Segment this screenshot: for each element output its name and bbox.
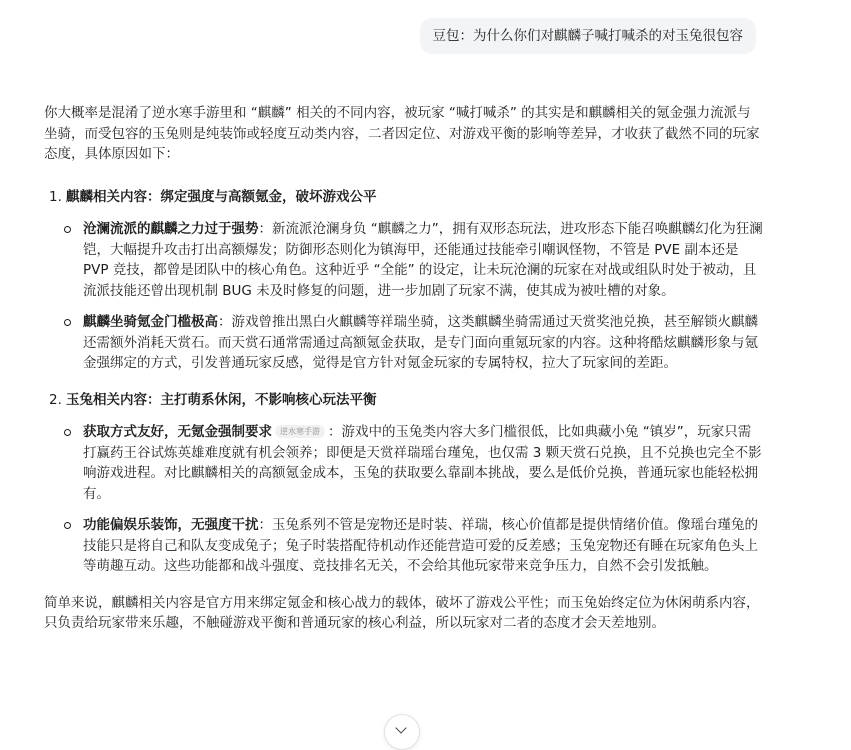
bullet-heading: 功能偏娱乐装饰，无强度干扰 [83,517,259,533]
bullet-text: ：游戏中的玉兔类内容大多门槛很低，比如典藏小兔 “镇岁”，玩家只需打赢药王谷试炼英雄难度就有机会领养；即便是天赏祥瑞瑶台瑾兔，也仅需 3 颗天赏石兑换，且不兑换也完全不影响游戏进程。对比麒麟相关的高额氪金成本，玉兔的获取要么靠副本挑战，要么是低价兑换，普通玩家也能轻松拥有。 [83,424,762,502]
section-title-text: 玉兔相关内容：主打萌系休闲，不影响核心玩法平衡 [66,391,377,408]
user-message-text: 豆包：为什么你们对麒麟子喊打喊杀的对玉兔很包容 [432,28,743,44]
bullet-text: ：新流派沧澜身负 “麒麟之力”，拥有双形态玩法，进攻形态下能召唤麒麟幻化为狂澜铠，大幅提升攻击打出高额爆发；防御形态则化为镇海甲，还能通过技能牵引嘲讽怪物，不管是 PVE 副本还是 PVP 竞技，都曾是团队中的核心角色。这种近乎 “全能” 的设定，让未玩沧澜的玩家在对战或组队时处于被动，且流派技能还曾出现机制 BUG 未及时修复的问题，进一步加剧了玩家不满，使其成为被吐槽的对象。 [83,221,763,299]
answer-summary: 简单来说，麒麟相关内容是官方用来绑定氪金和核心战力的载体，破坏了游戏公平性；而玉兔始终定位为休闲萌系内容，只负责给玩家带来乐趣，不触碰游戏平衡和普通玩家的核心利益，所以玩家对二者的态度才会天差地别。 [44,594,760,631]
list-item [44,422,764,504]
assistant-answer [44,103,764,634]
bullet-circle-icon [64,429,71,436]
list-item [44,219,764,301]
answer-section-yutu [44,390,764,577]
bullet-text: ：游戏曾推出黑白火麒麟等祥瑞坐骑，这类麒麟坐骑需通过天赏奖池兑换，甚至解锁火麒麟还需额外消耗天赏石。而天赏石通常需通过高额氪金获取，是专门面向重氪玩家的内容。这种将酷炫麒麟形象与氪金强绑定的方式，引发普通玩家反感，觉得是官方针对氪金玩家的专属特权，拉大了玩家间的差距。 [83,314,758,371]
bullet-circle-icon [64,226,71,233]
section-number: 1. [49,188,62,205]
section-title-text: 麒麟相关内容：绑定强度与高额氪金，破坏游戏公平 [66,188,377,205]
bullet-heading: 沧澜流派的麒麟之力过于强势 [83,221,259,237]
source-reference-chip[interactable]: 逆水寒手游 [275,425,325,438]
bullet-heading: 获取方式友好，无氪金强制要求 [83,424,272,440]
bullet-circle-icon [64,319,71,326]
answer-intro: 你大概率是混淆了逆水寒手游里和 “麒麟” 相关的不同内容，被玩家 “喊打喊杀” 的其实是和麒麟相关的氪金强力流派与坐骑，而受包容的玉兔则是纯装饰或轻度互动类内容，二者因定位、对游戏平衡的影响等差异，才收获了截然不同的玩家态度，具体原因如下： [44,105,760,162]
bullet-heading: 麒麟坐骑氪金门槛极高 [83,314,218,330]
section-number: 2. [49,391,62,408]
section-title [44,187,764,208]
bullet-text: ：玉兔系列不管是宠物还是时装、祥瑞，核心价值都是提供情绪价值。像瑶台瑾兔的技能只是将自己和队友变成兔子；兔子时装搭配待机动作还能营造可爱的反差感；玉兔宠物还有睡在玩家角色头上等萌趣互动。这些功能都和战斗强度、竞技排名无关，不会给其他玩家带来竞争压力，自然不会引发抵触。 [83,517,758,574]
chevron-down-icon [395,722,406,733]
bullet-circle-icon [64,522,71,529]
list-item [44,515,764,577]
answer-section-qilin [44,187,764,374]
list-item [44,312,764,374]
section-title [44,390,764,411]
scroll-to-bottom-button[interactable] [384,714,420,750]
user-message-bubble [420,18,757,54]
